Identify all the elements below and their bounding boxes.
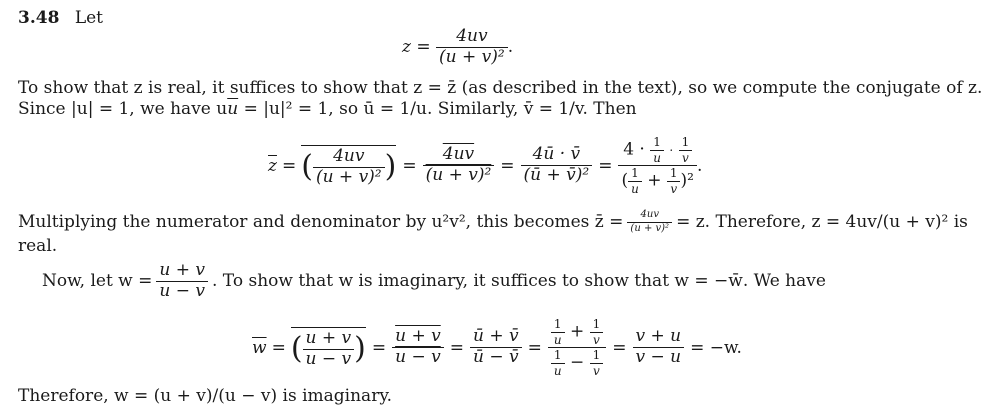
paragraph-4: Therefore, w = (u + v)/(u − v) is imaginary. [18,386,393,406]
equation-w-conjugate: $\overline{w}$ = ( $\frac{u + v}{u - v}$ ) = $\frac{u + v}{u - v}$ = $\frac{ū + v̄}{ū - v̄}$ = $\frac{1}{u}$ + $\frac{1}{v}$ $\frac{1}{u}$ − $\frac{1}{v}$ = $\frac{v + u}{v - u}$ = −w. [252,317,742,378]
paragraph-1-line-1: To show that z is real, it suffices to show that z = z̄ (as described in the text), so we compute the conjugate of z. [18,78,982,98]
equation-z-conjugate: $\overline{z}$ = ( $\frac{4uv}{\text{(u + v)²}}$ ) = $\frac{4uv}{\text{(u + v)²}}$ = $\frac{4ū \cdot v̄}{\text{(ū + v̄)²}}$ = 4 · $\frac{1}{u}$ · $\frac{1}{v}$ ( $\frac{1}{u}$ + $\frac{1}{v}$ )² . [268,135,703,196]
paragraph-2-line-2: real. [18,236,58,256]
equation-z-definition: z = $\frac{4uv}{\text{(u + v)²}}$ . [402,26,514,67]
fraction: $\frac{4uv}{\text{(u + v)²}}$ [436,28,508,67]
problem-header [18,8,103,28]
paragraph-3: Now, let w = $\frac{u + v}{u - v}$ . To show that w is imaginary, it suffices to show that w = −w̄. We have [42,260,826,301]
problem-lead: Let [74,8,103,28]
paragraph-1-line-2: Since |u| = 1, we have $u\overline{u} = |u|^2 = 1$, so ū = 1/u. Similarly, v̄ = 1/v. Then [18,99,637,119]
paragraph-2-line-1: Multiplying the numerator and denominator by u²v², this becomes z̄ = $\frac{4uv}{\text{(u + v)²}}$ = z. Therefore, z = 4uv/(u + v)² is [18,209,968,234]
problem-number: 3.48 [18,8,60,28]
